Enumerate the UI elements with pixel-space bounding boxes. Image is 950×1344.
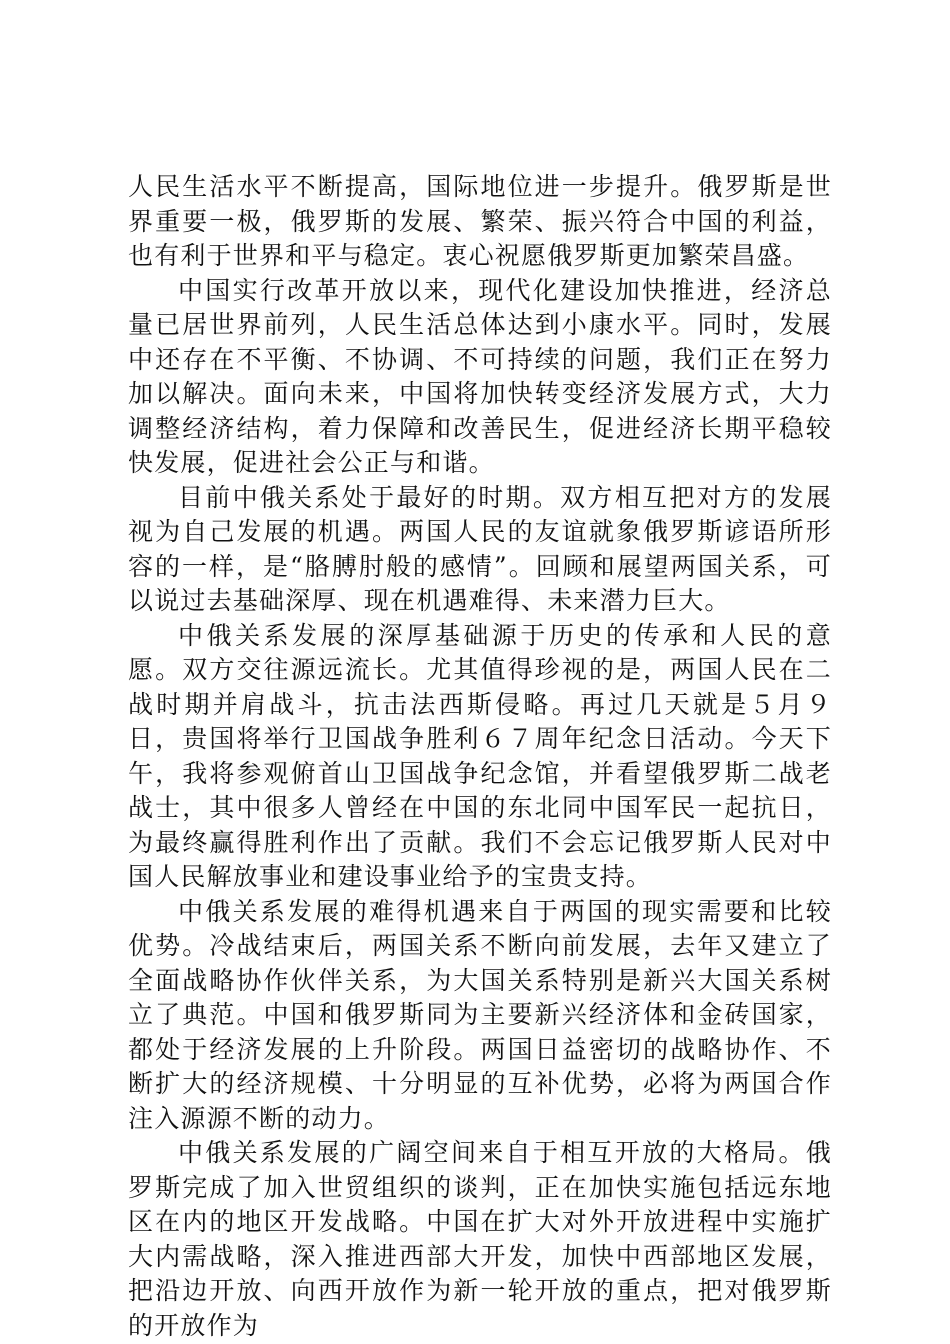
paragraph-4: 中俄关系发展的深厚基础源于历史的传承和人民的意愿。双方交往源远流长。尤其值得珍视的是，两国人民在二战时期并肩战斗，抗击法西斯侵略。再过几天就是５月９日，贵国将举行卫国战争胜利６７周年纪念日活动。今天下午，我将参观俯首山卫国战争纪念馆，并看望俄罗斯二战老战士，其中很多人曾经在中国的东北同中国军民一起抗日，为最终赢得胜利作出了贡献。我们不会忘记俄罗斯人民对中国人民解放事业和建设事业给予的宝贵支持。 bbox=[128, 620, 832, 891]
paragraph-1: 人民生活水平不断提高，国际地位进一步提升。俄罗斯是世界重要一极，俄罗斯的发展、繁荣、振兴符合中国的利益，也有利于世界和平与稳定。衷心祝愿俄罗斯更加繁荣昌盛。 bbox=[128, 172, 832, 270]
paragraph-2: 中国实行改革开放以来，现代化建设加快推进，经济总量已居世界前列，人民生活总体达到小康水平。同时，发展中还存在不平衡、不协调、不可持续的问题，我们正在努力加以解决。面向未来，中国将加快转变经济发展方式，大力调整经济结构，着力保障和改善民生，促进经济长期平稳较快发展，促进社会公正与和谐。 bbox=[128, 275, 832, 477]
paragraph-5: 中俄关系发展的难得机遇来自于两国的现实需要和比较优势。冷战结束后，两国关系不断向前发展，去年又建立了全面战略协作伙伴关系，为大国关系特别是新兴大国关系树立了典范。中国和俄罗斯同为主要新兴经济体和金砖国家，都处于经济发展的上升阶段。两国日益密切的战略协作、不断扩大的经济规模、十分明显的互补优势，必将为两国合作注入源源不断的动力。 bbox=[128, 896, 832, 1133]
document-body bbox=[128, 170, 832, 1343]
paragraph-3: 目前中俄关系处于最好的时期。双方相互把对方的发展视为自己发展的机遇。两国人民的友谊就象俄罗斯谚语所形容的一样，是“胳膊肘般的感情”。回顾和展望两国关系，可以说过去基础深厚、现在机遇难得、未来潜力巨大。 bbox=[128, 482, 832, 615]
paragraph-6: 中俄关系发展的广阔空间来自于相互开放的大格局。俄罗斯完成了加入世贸组织的谈判，正在加快实施包括远东地区在内的地区开发战略。中国在扩大对外开放进程中实施扩大内需战略，深入推进西部大开发，加快中西部地区发展，把沿边开放、向西开放作为新一轮开放的重点，把对俄罗斯的开放作为 bbox=[128, 1138, 832, 1340]
